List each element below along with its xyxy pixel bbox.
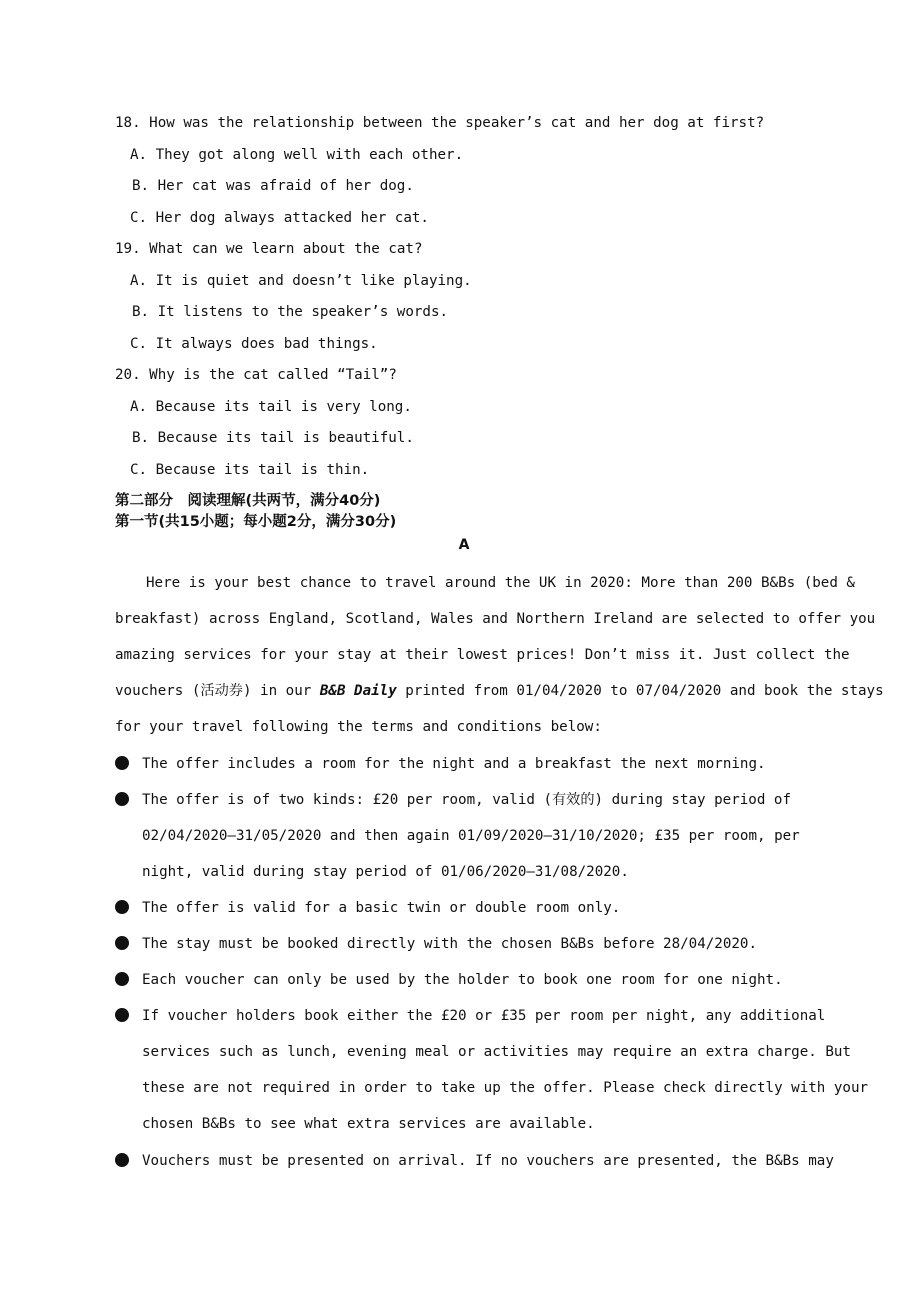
bullet-6-line-1: If voucher holders book either the £20 or £35 per room per night, any additional [142, 1008, 826, 1024]
question-19-option-b: B. It listens to the speaker’s words. [132, 304, 449, 320]
question-18-option-a: A. They got along well with each other. [130, 147, 464, 163]
bullet-1-line-1: The offer includes a room for the night and a breakfast the next morning. [142, 756, 766, 772]
bullet-dot [115, 1008, 129, 1022]
question-20-stem: 20. Why is the cat called “Tail”? [115, 367, 397, 383]
question-20-option-a: A. Because its tail is very long. [130, 399, 412, 415]
question-19-stem: 19. What can we learn about the cat? [115, 241, 423, 257]
passage-line-5: for your travel following the terms and conditions below: [115, 719, 602, 735]
bullet-2-line-3: night, valid during stay period of 01/06/2020—31/08/2020. [142, 864, 629, 880]
publication-name: B&B Daily [319, 683, 397, 699]
question-18-option-c: C. Her dog always attacked her cat. [130, 210, 429, 226]
bullet-4-line-1: The stay must be booked directly with the chosen B&Bs before 28/04/2020. [142, 936, 757, 952]
bullet-6-line-4: chosen B&Bs to see what extra services are available. [142, 1116, 595, 1132]
passage-line-2: breakfast) across England, Scotland, Wales and Northern Ireland are selected to offer you [115, 611, 876, 627]
passage-line-1: Here is your best chance to travel around the UK in 2020: More than 200 B&Bs (bed & [146, 575, 855, 591]
question-19-option-c: C. It always does bad things. [130, 336, 378, 352]
bullet-6-line-2: services such as lunch, evening meal or activities may require an extra charge. But [142, 1044, 851, 1060]
bullet-7-line-1: Vouchers must be presented on arrival. If no vouchers are presented, the B&Bs may [142, 1153, 834, 1169]
question-18-stem: 18. How was the relationship between the speaker’s cat and her dog at first? [115, 115, 765, 131]
passage-label: A [458, 537, 470, 553]
bullet-dot [115, 756, 129, 770]
line4-before: vouchers (活动券) in our [115, 683, 320, 699]
bullet-dot [115, 1153, 129, 1167]
bullet-dot [115, 972, 129, 986]
line4-after: printed from 01/04/2020 to 07/04/2020 and book the stays [396, 683, 884, 699]
bullet-dot [115, 792, 129, 806]
bullet-3-line-1: The offer is valid for a basic twin or double room only. [142, 900, 621, 916]
bullet-5-line-1: Each voucher can only be used by the holder to book one room for one night. [142, 972, 783, 988]
bullet-6-line-3: these are not required in order to take up the offer. Please check directly with your [142, 1080, 869, 1096]
passage-line-3: amazing services for your stay at their lowest prices! Don’t miss it. Just collect the [115, 647, 850, 663]
subsection-heading: 第一节(共15小题；每小题2分，满分30分) [115, 514, 397, 530]
part-heading: 第二部分 阅读理解(共两节，满分40分) [115, 493, 381, 509]
question-20-option-c: C. Because its tail is thin. [130, 462, 370, 478]
question-18-option-b: B. Her cat was afraid of her dog. [132, 178, 414, 194]
bullet-2-line-1: The offer is of two kinds: £20 per room, valid (有效的) during stay period of [142, 792, 792, 808]
bullet-dot [115, 900, 129, 914]
bullet-dot [115, 936, 129, 950]
bullet-2-line-2: 02/04/2020—31/05/2020 and then again 01/09/2020—31/10/2020; £35 per room, per [142, 828, 800, 844]
passage-line-4 [115, 682, 884, 700]
question-20-option-b: B. Because its tail is beautiful. [132, 430, 414, 446]
question-19-option-a: A. It is quiet and doesn’t like playing. [130, 273, 472, 289]
